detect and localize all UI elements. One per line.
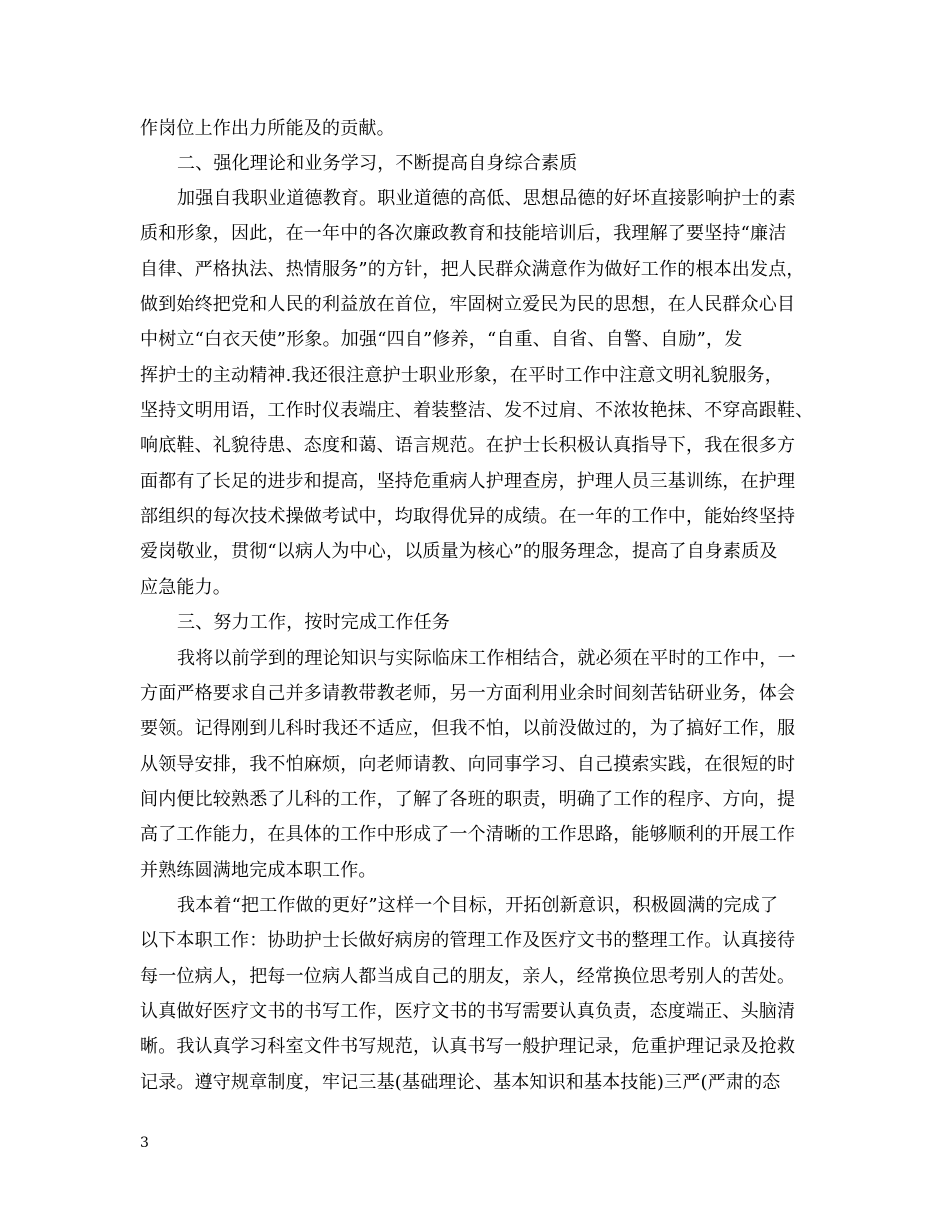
text-line: 我本着“把工作做的更好”这样一个目标，开拓创新意识，积极圆满的完成了: [177, 895, 779, 916]
text-line: 以下本职工作：协助护士长做好病房的管理工作及医疗文书的整理工作。认真接待: [140, 930, 796, 951]
text-line: 质和形象，因此，在一年中的各次廉政教育和技能培训后，我理解了要坚持“廉洁: [140, 223, 787, 244]
text-line: 爱岗敬业，贯彻“以病人为中心，以质量为核心”的服务理念，提高了自身素质及: [140, 541, 778, 562]
section-heading: 二、强化理论和业务学习，不断提高自身综合素质: [177, 153, 578, 174]
text-line: 记录。遵守规章制度，牢记三基(基础理论、基本知识和基本技能)三严(严肃的态: [140, 1072, 781, 1093]
text-line: 坚持文明用语，工作时仪表端庄、着装整洁、发不过肩、不浓妆艳抹、不穿高跟鞋、: [140, 400, 814, 421]
text-line: 挥护士的主动精神.我还很注意护士职业形象，在平时工作中注意文明礼貌服务，: [140, 365, 783, 386]
text-line: 要领。记得刚到儿科时我还不适应，但我不怕，以前没做过的，为了搞好工作，服: [140, 718, 796, 739]
text-line: 方面严格要求自己并多请教带教老师，另一方面利用业余时间刻苦钻研业务，体会: [140, 683, 796, 704]
text-line: 作岗位上作出力所能及的贡献。: [140, 118, 395, 139]
text-line: 面都有了长足的进步和提高，坚持危重病人护理查房，护理人员三基训练，在护理: [140, 471, 796, 492]
text-line: 做到始终把党和人民的利益放在首位，牢固树立爱民为民的思想，在人民群众心目: [140, 294, 796, 315]
text-line: 从领导安排，我不怕麻烦，向老师请教、向同事学习、自己摸索实践，在很短的时: [140, 754, 796, 775]
text-line: 并熟练圆满地完成本职工作。: [140, 860, 377, 881]
text-line: 部组织的每次技术操做考试中，均取得优异的成绩。在一年的工作中，能始终坚持: [140, 506, 796, 527]
section-heading: 三、努力工作，按时完成工作任务: [177, 612, 450, 633]
text-line: 认真做好医疗文书的书写工作，医疗文书的书写需要认真负责，态度端正、头脑清: [140, 1001, 796, 1022]
text-line: 晰。我认真学习科室文件书写规范，认真书写一般护理记录，危重护理记录及抢救: [140, 1036, 796, 1057]
text-line: 响底鞋、礼貌待患、态度和蔼、语言规范。在护士长积极认真指导下，我在很多方: [140, 435, 796, 456]
page-number: 3: [140, 1135, 149, 1151]
text-line: 自律、严格执法、热情服务”的方针，把人民群众满意作为做好工作的根本出发点，: [140, 259, 805, 280]
text-line: 应急能力。: [140, 577, 231, 598]
text-line: 我将以前学到的理论知识与实际临床工作相结合，就必须在平时的工作中，一: [177, 648, 796, 669]
text-line: 高了工作能力，在具体的工作中形成了一个清晰的工作思路，能够顺利的开展工作: [140, 824, 796, 845]
text-line: 加强自我职业道德教育。职业道德的高低、思想品德的好坏直接影响护士的素: [177, 188, 796, 209]
text-line: 间内便比较熟悉了儿科的工作，了解了各班的职责，明确了工作的程序、方向，提: [140, 789, 796, 810]
text-line: 每一位病人，把每一位病人都当成自己的朋友，亲人，经常换位思考别人的苦处。: [140, 966, 796, 987]
text-line: 中树立“白衣天使”形象。加强“四自”修养，“自重、自省、自警、自励”，发: [140, 329, 743, 350]
